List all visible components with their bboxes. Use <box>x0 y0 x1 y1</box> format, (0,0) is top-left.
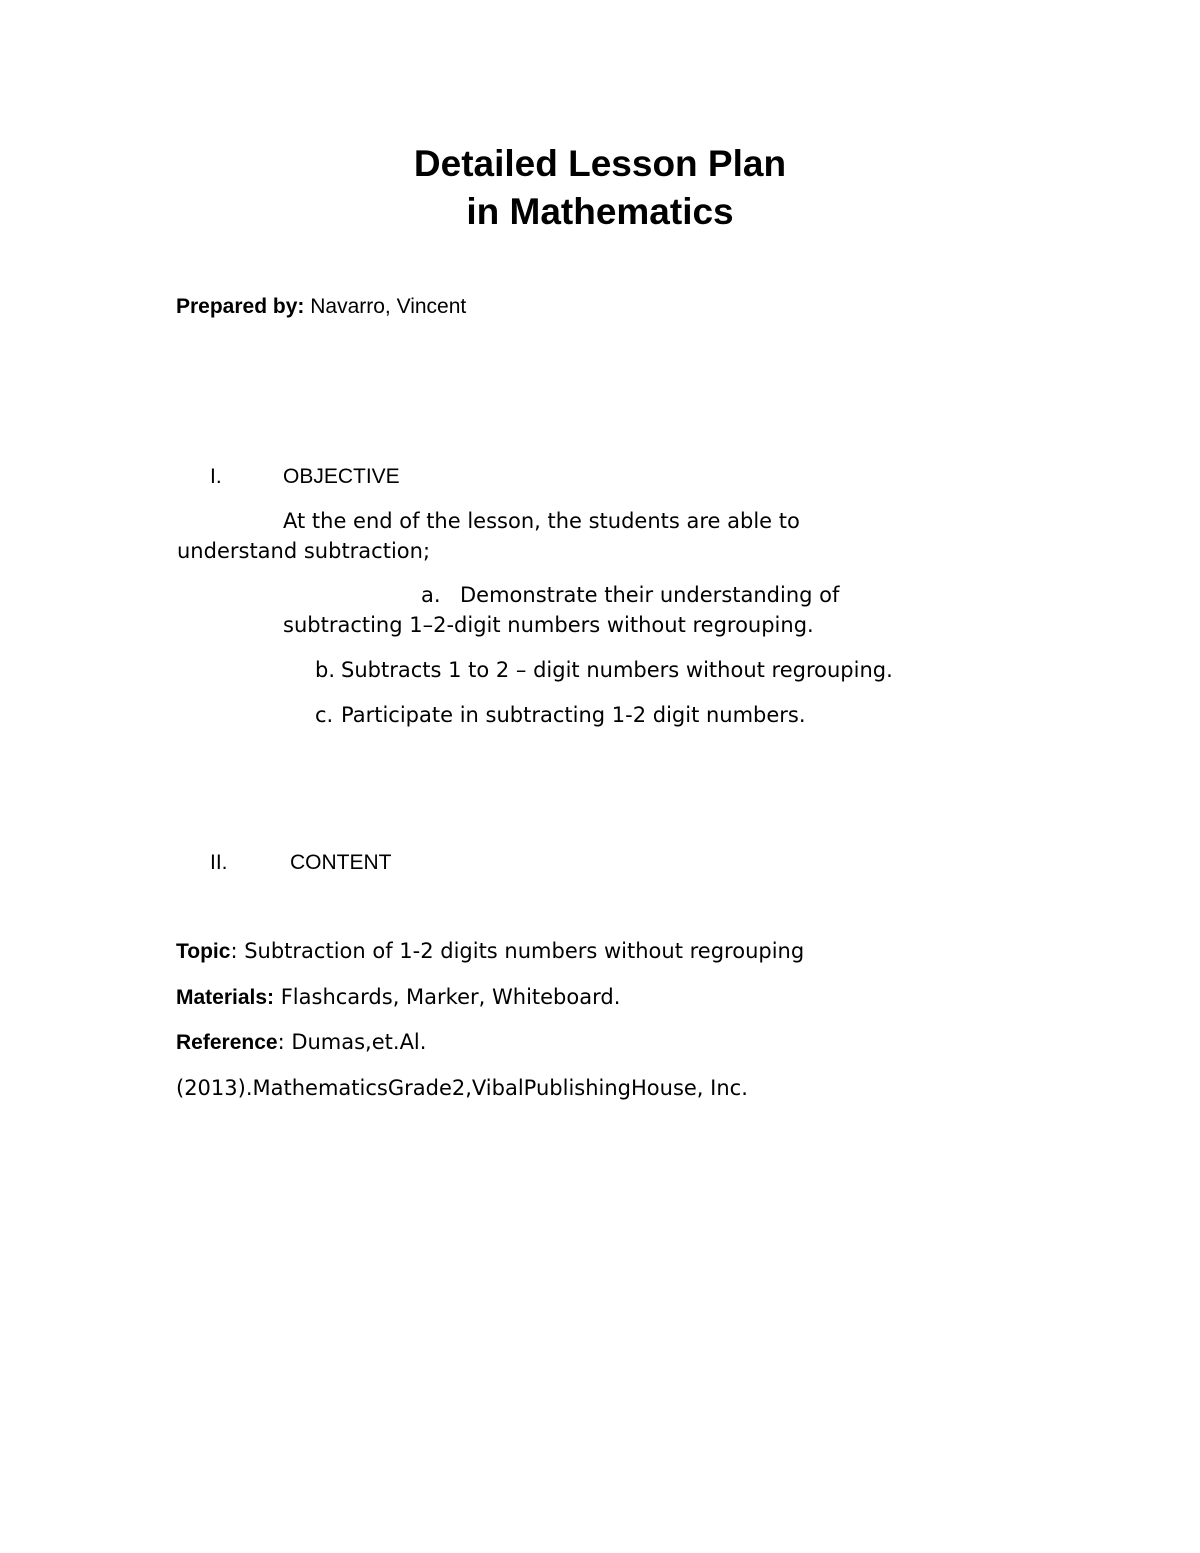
objective-item-c-text: Participate in subtracting 1-2 digit numbers. <box>341 703 806 727</box>
objective-intro-line2: understand subtraction; <box>177 539 431 563</box>
topic-value: : Subtraction of 1-2 digits numbers without regrouping <box>230 939 805 963</box>
objective-item-a-text-line2: subtracting 1–2-digit numbers without regrouping. <box>283 613 814 637</box>
objective-item-a-text-line1: Demonstrate their understanding of <box>460 583 840 607</box>
content-heading: CONTENT <box>290 851 392 874</box>
prepared-by-name: Navarro, Vincent <box>304 295 467 318</box>
content-reference <box>176 1030 426 1055</box>
objective-item-c-marker: c. <box>315 703 334 727</box>
content-numeral: II. <box>210 851 228 874</box>
prepared-by-label: Prepared by: <box>176 295 305 318</box>
topic-label: Topic <box>176 940 231 963</box>
objective-item-b-marker: b. <box>315 658 336 682</box>
prepared-by <box>176 295 466 319</box>
content-materials <box>176 985 620 1010</box>
document-title-line2: in Mathematics <box>466 191 734 232</box>
materials-value: Flashcards, Marker, Whiteboard. <box>274 985 621 1009</box>
materials-label: Materials: <box>176 986 275 1009</box>
content-reference-line2: (2013).MathematicsGrade2,VibalPublishingHouse, Inc. <box>176 1076 748 1100</box>
objective-item-b-text: Subtracts 1 to 2 – digit numbers without regrouping. <box>341 658 893 682</box>
objective-heading: OBJECTIVE <box>283 465 400 488</box>
content-topic <box>176 939 804 964</box>
reference-value: : Dumas,et.Al. <box>277 1030 427 1054</box>
objective-item-a-marker: a. <box>421 583 441 607</box>
document-title-line1: Detailed Lesson Plan <box>413 143 787 184</box>
objective-numeral: I. <box>210 465 222 488</box>
reference-label: Reference <box>176 1031 278 1054</box>
objective-intro-line1: At the end of the lesson, the students are able to <box>283 509 800 533</box>
